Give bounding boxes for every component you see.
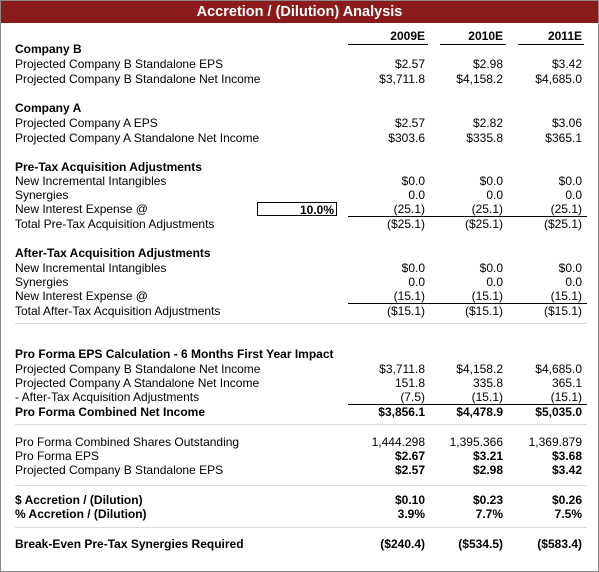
cell-2010: $3.21 <box>472 449 503 463</box>
table-row <box>0 304 599 319</box>
cell-2011: (25.1) <box>550 202 582 216</box>
pretax-heading: Pre-Tax Acquisition Adjustments <box>15 160 202 174</box>
table-row <box>0 376 599 391</box>
cell-2010: $335.8 <box>466 131 503 145</box>
row-label: Projected Company A Standalone Net Income <box>15 376 260 390</box>
row-label: Projected Company A EPS <box>15 116 158 130</box>
row-label: Pro Forma Combined Shares Outstanding <box>15 435 240 449</box>
aftertax-heading: After-Tax Acquisition Adjustments <box>15 246 211 260</box>
table-row <box>0 405 599 420</box>
row-label: Synergies <box>15 275 69 289</box>
row-label: - After-Tax Acquisition Adjustments <box>15 390 200 404</box>
cell-2010: $4,158.2 <box>456 362 503 376</box>
section-heading <box>0 42 599 57</box>
row-label: $ Accretion / (Dilution) <box>15 493 143 507</box>
divider <box>15 323 587 324</box>
cell-2011: $3.42 <box>551 57 582 71</box>
table-row <box>0 188 599 203</box>
cell-2009: $3,711.8 <box>379 362 425 376</box>
cell-2011: $365.1 <box>545 131 582 145</box>
cell-2009: (7.5) <box>400 390 425 404</box>
row-label: Pro Forma EPS <box>15 449 100 463</box>
row-label: Projected Company B Standalone Net Income <box>15 362 261 376</box>
cell-2010: $2.98 <box>472 463 503 477</box>
table-row <box>0 449 599 464</box>
cell-2010: 0.0 <box>486 188 503 202</box>
cell-2009: $2.57 <box>394 116 425 130</box>
cell-2011: ($583.4) <box>537 537 582 551</box>
row-label: New Interest Expense @ <box>15 202 148 216</box>
row-label: Break-Even Pre-Tax Synergies Required <box>15 537 244 551</box>
table-row <box>0 537 599 552</box>
cell-2010: 335.8 <box>472 376 503 390</box>
cell-2011: $0.26 <box>551 493 582 507</box>
section-heading <box>0 246 599 261</box>
cell-2009: $0.0 <box>401 261 425 275</box>
cell-2010: $2.98 <box>472 57 503 71</box>
cell-2011: ($15.1) <box>543 304 582 318</box>
cell-2010: 0.0 <box>486 275 503 289</box>
row-label: % Accretion / (Dilution) <box>15 507 147 521</box>
cell-2009: 0.0 <box>408 275 425 289</box>
cell-2009: 0.0 <box>408 188 425 202</box>
row-label: New Incremental Intangibles <box>15 261 167 275</box>
cell-2010: $0.0 <box>479 261 503 275</box>
company-a-heading: Company A <box>15 101 82 115</box>
cell-2009: $3,856.1 <box>378 405 425 419</box>
cell-2011: (15.1) <box>550 390 582 404</box>
cell-2010: 1,395.366 <box>449 435 503 449</box>
cell-2009: $3,711.8 <box>379 72 425 86</box>
row-label: Synergies <box>15 188 69 202</box>
cell-2011: 365.1 <box>551 376 582 390</box>
cell-2010: (15.1) <box>471 390 503 404</box>
row-label: Total After-Tax Acquisition Adjustments <box>15 304 221 318</box>
cell-2010: $0.23 <box>472 493 503 507</box>
proforma-heading: Pro Forma EPS Calculation - 6 Months First Year Impact <box>15 347 334 361</box>
year-header-2009: 2009E <box>390 29 425 43</box>
table-row <box>0 275 599 290</box>
table-row <box>0 57 599 72</box>
cell-2011: $5,035.0 <box>535 405 582 419</box>
table-row <box>0 435 599 450</box>
interest-rate-input[interactable]: 10.0% <box>257 202 337 216</box>
table-row <box>0 131 599 146</box>
cell-2011: ($25.1) <box>543 217 582 231</box>
cell-2010: ($534.5) <box>458 537 503 551</box>
table-row <box>0 174 599 189</box>
cell-2010: $4,478.9 <box>456 405 503 419</box>
section-heading <box>0 160 599 175</box>
cell-2011: $0.0 <box>558 174 582 188</box>
cell-2009: (15.1) <box>393 289 425 303</box>
cell-2010: $0.0 <box>479 174 503 188</box>
row-label: New Interest Expense @ <box>15 289 148 303</box>
cell-2010: $4,158.2 <box>456 72 503 86</box>
divider <box>15 424 587 425</box>
cell-2011: 0.0 <box>565 188 582 202</box>
cell-2009: 1,444.298 <box>371 435 425 449</box>
cell-2011: $3.06 <box>551 116 582 130</box>
year-header-2010: 2010E <box>468 29 503 43</box>
cell-2009: 151.8 <box>394 376 425 390</box>
cell-2010: (15.1) <box>471 289 503 303</box>
table-row <box>0 390 599 405</box>
table-row <box>0 362 599 377</box>
table-row <box>0 463 599 478</box>
cell-2011: $4,685.0 <box>535 72 582 86</box>
table-row <box>0 217 599 232</box>
table-row <box>0 116 599 131</box>
cell-2009: ($25.1) <box>386 217 425 231</box>
row-label: Projected Company A Standalone Net Income <box>15 131 260 145</box>
row-label: New Incremental Intangibles <box>15 174 167 188</box>
cell-2010: (25.1) <box>471 202 503 216</box>
cell-2009: $2.57 <box>394 57 425 71</box>
cell-2009: ($15.1) <box>386 304 425 318</box>
cell-2011: $4,685.0 <box>535 362 582 376</box>
divider <box>15 527 587 528</box>
cell-2010: ($15.1) <box>464 304 503 318</box>
cell-2009: $0.10 <box>394 493 425 507</box>
cell-2011: (15.1) <box>550 289 582 303</box>
cell-2011: $0.0 <box>558 261 582 275</box>
year-header-2011: 2011E <box>547 29 582 43</box>
cell-2010: ($25.1) <box>464 217 503 231</box>
cell-2009: (25.1) <box>393 202 425 216</box>
cell-2009: $2.57 <box>394 463 425 477</box>
divider <box>15 485 587 486</box>
cell-2011: 0.0 <box>565 275 582 289</box>
table-row <box>0 289 599 304</box>
cell-2009: $2.67 <box>394 449 425 463</box>
table-row <box>0 261 599 276</box>
cell-2011: $3.42 <box>551 463 582 477</box>
section-heading <box>0 347 599 362</box>
cell-2009: $0.0 <box>401 174 425 188</box>
page-title: Accretion / (Dilution) Analysis <box>1 1 598 23</box>
cell-2009: ($240.4) <box>380 537 425 551</box>
row-label: Projected Company B Standalone Net Income <box>15 72 261 86</box>
cell-2011: $3.68 <box>551 449 582 463</box>
row-label: Projected Company B Standalone EPS <box>15 463 224 477</box>
row-label: Total Pre-Tax Acquisition Adjustments <box>15 217 215 231</box>
row-label: Pro Forma Combined Net Income <box>15 405 206 419</box>
section-heading <box>0 101 599 116</box>
cell-2010: $2.82 <box>472 116 503 130</box>
row-label: Projected Company B Standalone EPS <box>15 57 224 71</box>
cell-2011: 1,369.879 <box>528 435 582 449</box>
cell-2011: 7.5% <box>554 507 582 521</box>
table-row <box>0 507 599 522</box>
table-row <box>0 493 599 508</box>
cell-2009: $303.6 <box>388 131 425 145</box>
cell-2009: 3.9% <box>397 507 425 521</box>
table-row <box>0 72 599 87</box>
cell-2010: 7.7% <box>475 507 503 521</box>
company-b-heading: Company B <box>15 42 82 56</box>
